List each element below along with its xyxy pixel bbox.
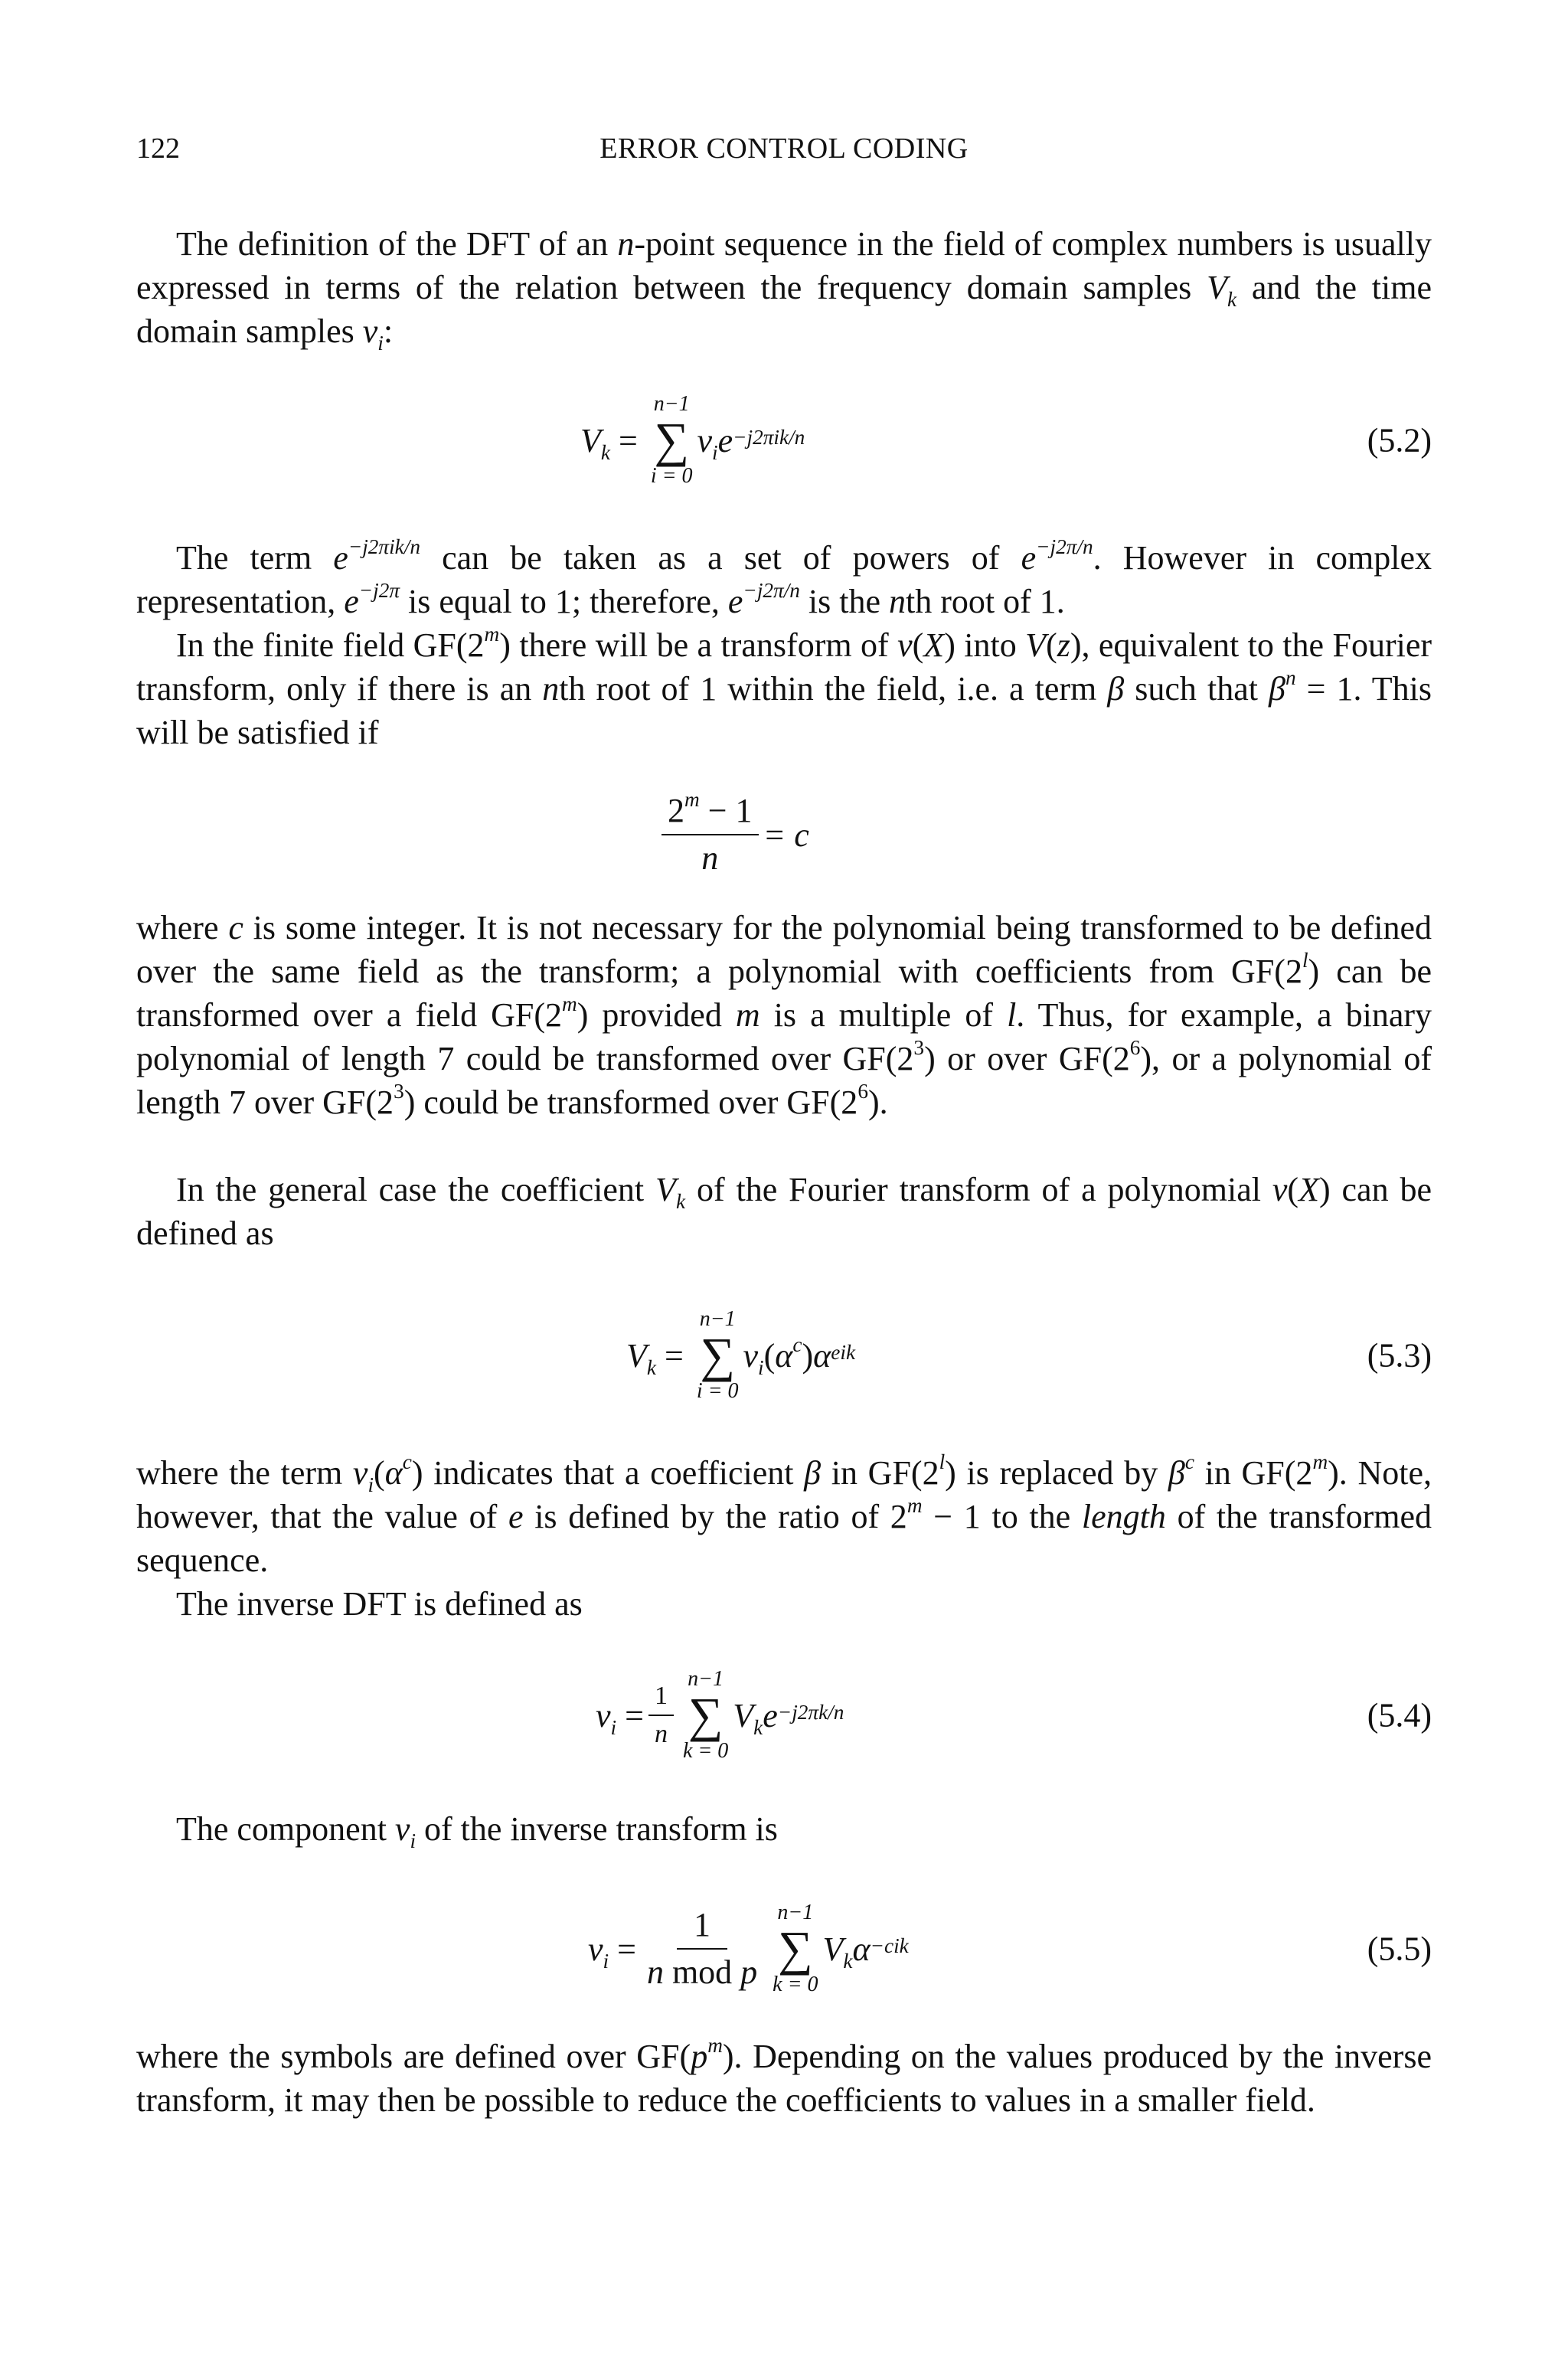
paragraph-coefficient-replacement: where the term $v_i(\alpha^c)$ indicates that a coefficient β in GF(2$^l$) is replaced by $\beta^c$ in GF(2$^m$). Note, however, that the value of e is defined by the ratio of $2^m - 1$ to the length of the transformed sequence. <box>136 1450 1432 1579</box>
paragraph-dft-definition: The definition of the DFT of an n-point sequence in the field of complex numbers is usually expressed in terms of the relation between the frequency domain samples $V_k$ and the time domain samples $v_i$: <box>136 225 1432 355</box>
equation-integer-c: $\frac{2^m - 1}{n}$ = c <box>136 785 1432 884</box>
paragraph-integer-c: where c is some integer. It is not necessary for the polynomial being transformed to be defined over the same field as the transform; a polynomial with coefficients from GF(2$^l$) can be transformed over a field GF(2$^m$) provided m is a multiple of l. Thus, for example, a binary polynomial of length 7 could be transformed over $GF(2^3)$ or over $GF(2^6)$, or a polynomial of length 7 over $GF(2^3)$ could be transformed over $GF(2^6)$. <box>136 909 1432 1121</box>
fraction: $\frac{1}{\text{n mod p}}$ <box>646 1906 758 1991</box>
summation-sign: n−1 ∑ k = 0 <box>682 1667 729 1763</box>
paragraph-inverse-dft: The inverse DFT is defined as <box>176 1585 583 1623</box>
page-header <box>136 132 1432 178</box>
paragraph-inverse-component: The component $v_i$ of the inverse transform is <box>176 1810 778 1852</box>
summation-sign: n−1 ∑ i = 0 <box>650 392 693 488</box>
equation-number: (5.2) <box>1367 421 1432 459</box>
paragraph-term-powers: The term $e^{-j2\pi ik/n}$ can be taken as a set of powers of $e^{-j2\pi/n}$. However in complex representation, $e^{-j2\pi}$ is equal to 1; therefore, $e^{-j2\pi/n}$ is the nth root of 1. <box>136 535 1432 620</box>
page-number: 122 <box>136 132 180 165</box>
equation-5-5: $v_i$ = $\frac{1}{\text{n mod p}}$ n−1 ∑ k = 0 $V_k\alpha$ $^{-cik}$ (5.5) <box>588 1901 1432 1996</box>
equation-number: (5.4) <box>1367 1696 1432 1734</box>
fraction: $\frac{1}{n}$ <box>648 1681 674 1750</box>
equation-5-3: $V_k$ = n−1 ∑ i = 0 $v_i$ ( $\alpha^c$ ) α $^{eik}$ (5.3) <box>626 1307 1432 1403</box>
paragraph-general-case: In the general case the coefficient $V_k$ of the Fourier transform of a polynomial v(X) can be defined as <box>136 1171 1432 1252</box>
running-head: ERROR CONTROL CODING <box>599 132 969 165</box>
fraction: $\frac{2^m - 1}{n}$ <box>662 791 759 878</box>
equation-number: (5.3) <box>1367 1336 1432 1375</box>
equation-5-2: $V_k$ = n−1 ∑ i = 0 $v_ie$ $^{-j2\pi ik/n}$ (5.2) <box>580 392 1432 488</box>
paragraph-finite-field: In the finite field GF(2$^m$) there will be a transform of v(X) into V(z), equivalent to the Fourier transform, only if there is an nth root of 1 within the field, i.e. a term β such that $\beta^n = 1$. This will be satisfied if <box>136 623 1432 751</box>
summation-sign: n−1 ∑ i = 0 <box>696 1307 739 1403</box>
equation-5-4: $v_i$ = $\frac{1}{n}$ n−1 ∑ k = 0 $V_ke$ $^{-j2\pi k/n}$ (5.4) <box>596 1667 1432 1763</box>
equation-number: (5.5) <box>1367 1930 1432 1968</box>
summation-sign: n−1 ∑ k = 0 <box>773 1901 818 1996</box>
paragraph-symbols-defined: where the symbols are defined over $GF(p^m)$. Depending on the values produced by the inverse transform, it may then be possible to reduce the coefficients to values in a smaller field. <box>136 2034 1432 2119</box>
